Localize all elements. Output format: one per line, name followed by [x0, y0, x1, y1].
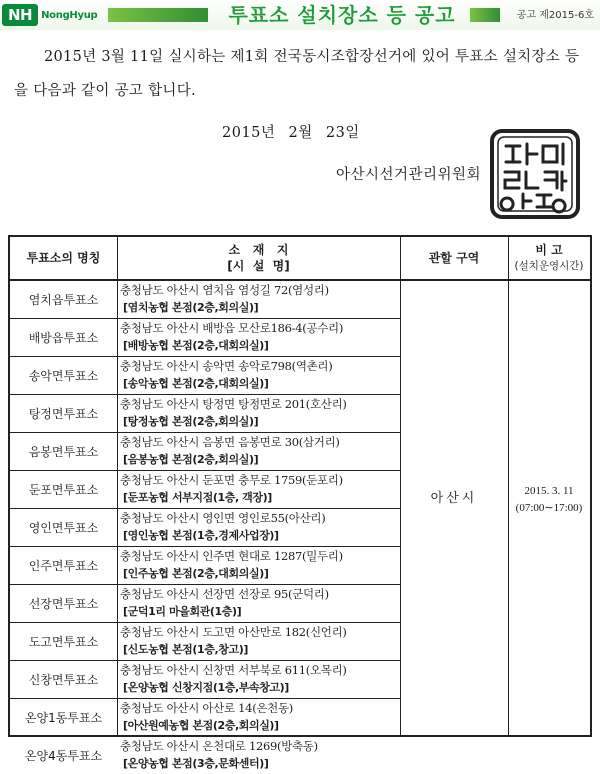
station-name: 선장면투표소	[28, 597, 99, 611]
station-facility: [탕정농협 본점(2층,회의실)]	[123, 415, 259, 428]
station-address: 충청남도 아산시 온천대로 1269(방축동)	[120, 739, 318, 753]
station-facility: [인주농협 본점(2층,대회의실)]	[123, 567, 269, 580]
station-location	[120, 738, 398, 774]
header-band	[0, 0, 600, 30]
station-facility: [염치농협 본점(2층,회의실)]	[123, 301, 259, 314]
station-facility: [음봉농협 본점(2층,회의실)]	[123, 453, 259, 466]
station-name: 음봉면투표소	[28, 445, 99, 459]
issuer-name: 아산시선거관리위원회	[336, 167, 482, 183]
logo-text: NongHyup	[41, 9, 98, 21]
station-address: 충청남도 아산시 둔포면 충무로 1759(둔포리)	[120, 473, 343, 487]
remark-date: 2015. 3. 11	[524, 485, 574, 497]
station-name: 인주면투표소	[28, 559, 99, 573]
table-row	[10, 661, 400, 699]
logo-mark: NH	[2, 4, 38, 26]
table-row	[10, 357, 400, 395]
table-row	[10, 471, 400, 509]
station-facility: [아산원예농협 본점(2층,회의실)]	[123, 719, 279, 732]
station-name: 배방읍투표소	[28, 331, 99, 345]
station-location	[120, 282, 398, 318]
station-address: 충청남도 아산시 도고면 아산만로 182(신언리)	[120, 625, 347, 639]
header-region: 관할 구역	[428, 251, 480, 265]
header-location: 소 재 지 [시 설 명]	[227, 243, 290, 273]
notice-date: 2015년 2월 23일	[222, 125, 360, 141]
station-address: 충청남도 아산시 인주면 현대로 1287(밀두리)	[120, 549, 343, 563]
decorative-bar-left	[108, 8, 208, 22]
column-divider	[400, 237, 401, 735]
table-header	[10, 237, 590, 281]
table-row	[10, 509, 400, 547]
table-row	[10, 281, 400, 319]
station-name: 탕정면투표소	[28, 407, 99, 421]
table-row	[10, 319, 400, 357]
station-location	[120, 320, 398, 356]
station-facility: [영인농협 본점(1층,경제사업장)]	[123, 529, 279, 542]
station-location	[120, 510, 398, 546]
station-address: 충청남도 아산시 영인면 영인로55(아산리)	[120, 511, 326, 525]
station-facility: [둔포농협 서부지점(1층, 객장)]	[123, 491, 272, 504]
official-seal	[489, 128, 581, 220]
station-name: 온양1동투표소	[24, 711, 103, 725]
station-name: 온양4동투표소	[24, 749, 103, 763]
station-address: 충청남도 아산시 신창면 서부북로 611(오목리)	[120, 663, 347, 677]
table-row	[10, 737, 400, 774]
polling-station-table	[8, 235, 592, 770]
intro-paragraph: 2015년 3월 11일 실시하는 제1회 전국동시조합장선거에 있어 투표소 설치장소 등을 다음과 같이 공고 합니다.	[14, 49, 580, 99]
station-facility: [배방농협 본점(2층,대회의실)]	[123, 339, 269, 352]
station-location	[120, 396, 398, 432]
station-location	[120, 358, 398, 394]
table-row	[10, 433, 400, 471]
station-address: 충청남도 아산시 선장면 선장로 95(군덕리)	[120, 587, 329, 601]
table-row	[10, 395, 400, 433]
station-facility: [송악농협 본점(2층,대회의실)]	[123, 377, 269, 390]
station-location	[120, 662, 398, 698]
station-name: 송악면투표소	[28, 369, 99, 383]
table-row	[10, 547, 400, 585]
station-location	[120, 586, 398, 622]
station-name: 영인면투표소	[28, 521, 99, 535]
page-title: 투표소 설치장소 등 공고	[228, 3, 456, 27]
nonghyup-logo	[2, 3, 97, 27]
remark-cell	[508, 483, 590, 517]
station-address: 충청남도 아산시 탕정면 탕정면로 201(호산리)	[120, 397, 347, 411]
region-cell: 아산시	[430, 491, 478, 506]
station-address: 충청남도 아산시 염치읍 염성길 72(염성리)	[120, 283, 329, 297]
station-name: 염치읍투표소	[28, 293, 99, 307]
table-row	[10, 699, 400, 737]
table-row	[10, 623, 400, 661]
station-location	[120, 434, 398, 470]
station-address: 충청남도 아산시 송악면 송악로798(역촌리)	[120, 359, 333, 373]
station-location	[120, 472, 398, 508]
station-name: 신창면투표소	[28, 673, 99, 687]
header-remark: 비 고 (설치운영시간)	[514, 243, 584, 272]
header-name: 투표소의 명칭	[26, 251, 101, 265]
station-location	[120, 624, 398, 660]
remark-time: (07:00∼17:00)	[515, 502, 583, 514]
station-facility: [온양농협 신창지점(1층,부속창고)]	[123, 681, 289, 694]
notice-number: 공고 제2015-6호	[516, 10, 594, 21]
station-name: 둔포면투표소	[28, 483, 99, 497]
station-name: 도고면투표소	[28, 635, 99, 649]
station-facility: [군덕1리 마을회관(1층)]	[123, 605, 242, 618]
station-address: 충청남도 아산시 음봉면 음봉면로 30(삼거리)	[120, 435, 340, 449]
station-facility: [온양농협 본점(3층,문화센터)]	[123, 757, 269, 770]
station-address: 충청남도 아산시 배방읍 모산로186-4(공수리)	[120, 321, 344, 335]
station-location	[120, 548, 398, 584]
station-facility: [신도농협 본점(1층,창고)]	[123, 643, 249, 656]
station-address: 충청남도 아산시 아산로 14(온천동)	[120, 701, 293, 715]
decorative-bar-right	[470, 8, 500, 22]
table-row	[10, 585, 400, 623]
station-location	[120, 700, 398, 736]
